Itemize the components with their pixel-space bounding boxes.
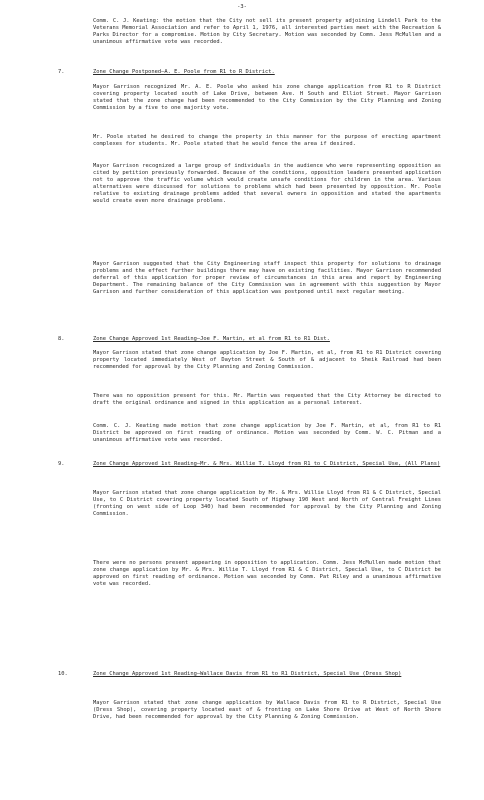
- paragraph: There were no persons present appearing in opposition to application. Comm. Jess McMullen made motion that zone change application by Mr. & Mrs. Willie T. Lloyd from R1 & C District, Special Use, to C District be approved on first reading of ordinance. Motion was seconded by Comm. Pat Riley and a unanimous affirmative vote was recorded.: [93, 560, 441, 588]
- item-heading: Zone Change Approved 1st Reading—Joe F. Martin, et al from R1 to R1 Dist.: [93, 336, 330, 342]
- paragraph: Mayor Garrison suggested that the City Engineering staff inspect this property for solutions to drainage problems and the effect further buildings there may have on existing facilities. Mayor Garrison recommended deferral of this application for proper review of circumstances in this area and report by Engineering Department. The remaining balance of the City Commission was in agreement with this suggestion by Mayor Garrison and further consideration of this application was postponed until next regular meeting.: [93, 261, 441, 296]
- paragraph: There was no opposition present for this. Mr. Martin was requested that the City Attorney be directed to draft the original ordinance and signed in this application as a personal interest.: [93, 393, 441, 407]
- item-heading: Zone Change Approved 1st Reading—Mr. & Mrs. Willie T. Lloyd from R1 to C District, Special Use, (All Plans): [93, 461, 441, 467]
- paragraph: Mayor Garrison recognized a large group of individuals in the audience who were representing opposition as cited by petition previously forwarded. Because of the conditions, opposition leaders presented application not to approve the traffic volume which would create unsafe conditions for children in the area. Various alternatives were discussed for solutions to problems which had been presented by opposition. Mr. Poole relative to existing drainage problems added that several owners in opposition and stated the apartments would create even more drainage problems.: [93, 163, 441, 205]
- item-number: 10.: [58, 671, 68, 677]
- intro-paragraph: Comm. C. J. Keating: the motion that the City not sell its present property adjoining Lindell Park to the Veterans Memorial Association and refer to April 1, 1976, all interested parties meet with the Recreation & Parks Director for a compromise. Motion by City Secretary. Motion was seconded by Comm. Jess McMullen and a unanimous affirmative vote was recorded.: [93, 18, 441, 46]
- page-number: -3-: [237, 4, 247, 10]
- paragraph: Mayor Garrison stated that zone change application by Mr. & Mrs. Willie Lloyd from R1 & C District, Special Use, to C District covering property located South of Highway 190 West and North of Central Freight Lines (fronting on west side of Loop 340) had been recommended for approval by the City Planning and Zoning Commission.: [93, 490, 441, 518]
- paragraph: Mayor Garrison recognized Mr. A. E. Poole who asked his zone change application from R1 to R District covering property located south of Lake Drive, between Ave. H South and Elliot Street. Mayor Garrison stated that the zone change had been recommended to the City Commission by the City Planning and Zoning Commission by a five to one majority vote.: [93, 84, 441, 112]
- paragraph: Comm. C. J. Keating made motion that zone change application by Joe F. Martin, et al, from R1 to R1 District be approved on first reading of ordinance. Motion was seconded by Comm. W. C. Pitman and a unanimous affirmative vote was recorded.: [93, 423, 441, 444]
- paragraph: Mayor Garrison stated that zone change application by Wallace Davis from R1 to R District, Special Use (Dress Shop), covering property located east of & fronting on Lake Shore Drive at West of North Shore Drive, had been recommended for approval by the City Planning & Zoning Commission.: [93, 700, 441, 721]
- item-heading: Zone Change Approved 1st Reading—Wallace Davis from R1 to R1 District, Special Use (Dress Shop): [93, 671, 402, 677]
- paragraph: Mayor Garrison stated that zone change application by Joe F. Martin, et al, from R1 to R1 District covering property located immediately West of Dayton Street & South of & adjacent to Sheik Railroad had been recommended for approval by the City Planning and Zoning Commission.: [93, 350, 441, 371]
- paragraph: Mr. Poole stated he desired to change the property in this manner for the purpose of erecting apartment complexes for students. Mr. Poole stated that he would fence the area if desired.: [93, 134, 441, 148]
- item-number: 8.: [58, 336, 65, 342]
- item-heading: Zone Change Postponed—A. E. Poole from R1 to R District.: [93, 69, 275, 75]
- item-number: 9.: [58, 461, 65, 467]
- item-number: 7.: [58, 69, 65, 75]
